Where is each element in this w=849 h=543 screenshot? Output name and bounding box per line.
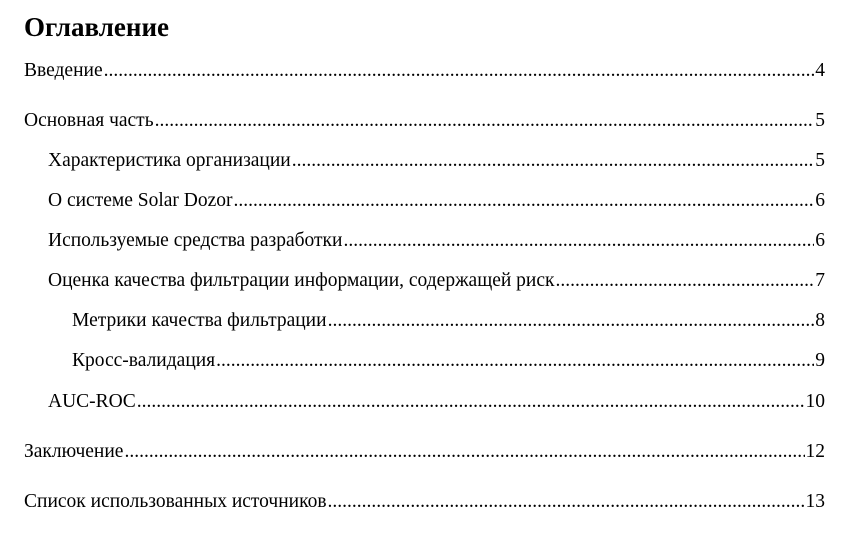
dot-leader	[137, 390, 805, 414]
dot-leader	[124, 440, 804, 464]
toc-page-number: 7	[815, 270, 825, 291]
toc-page-number: 6	[815, 230, 825, 251]
dot-leader	[556, 269, 815, 293]
toc-page-number: 13	[805, 491, 825, 512]
toc-entry-text: Заключение	[24, 441, 124, 462]
toc-page-number: 5	[815, 110, 825, 131]
toc-entry-text: Оценка качества фильтрации информации, содержащей риск	[48, 270, 555, 291]
dot-leader	[292, 149, 815, 173]
toc-page-number: 10	[805, 391, 825, 412]
toc-entry-cross-validation[interactable]	[72, 349, 825, 373]
toc-entry-references[interactable]	[24, 490, 825, 514]
toc-entry-text: Кросс-валидация	[72, 350, 216, 371]
toc-entry-text: Основная часть	[24, 110, 154, 131]
toc-entry-text: Метрики качества фильтрации	[72, 310, 327, 331]
dot-leader	[216, 349, 814, 373]
toc-entry-text: Введение	[24, 60, 103, 81]
dot-leader	[343, 229, 814, 253]
toc-entry-solar-dozor[interactable]	[48, 189, 825, 213]
dot-leader	[328, 309, 815, 333]
toc-entry-text: Характеристика организации	[48, 150, 291, 171]
toc-entry-text: Используемые средства разработки	[48, 230, 343, 251]
toc-entry-conclusion[interactable]	[24, 440, 825, 464]
toc-entry-main-part[interactable]	[24, 109, 825, 133]
dot-leader	[234, 189, 815, 213]
toc-page-number: 4	[815, 60, 825, 81]
toc-entry-text: AUC-ROC	[48, 391, 136, 412]
dot-leader	[155, 109, 815, 133]
toc-page-number: 12	[805, 441, 825, 462]
toc-page-number: 8	[815, 310, 825, 331]
toc-entry-organization[interactable]	[48, 149, 825, 173]
toc-entry-introduction[interactable]	[24, 59, 825, 83]
toc-page-number: 5	[815, 150, 825, 171]
toc-page-number: 6	[815, 190, 825, 211]
toc-entry-quality-metrics[interactable]	[72, 309, 825, 333]
dot-leader	[328, 490, 805, 514]
toc-entry-text: О системе Solar Dozor	[48, 190, 233, 211]
toc-title: Оглавление	[24, 12, 169, 42]
toc-page-number: 9	[815, 350, 825, 371]
dot-leader	[104, 59, 815, 83]
toc-entry-dev-tools[interactable]	[48, 229, 825, 253]
toc-entry-text: Список использованных источников	[24, 491, 327, 512]
toc-entry-auc-roc[interactable]	[48, 390, 825, 414]
toc-entry-filtering-quality[interactable]	[48, 269, 825, 293]
